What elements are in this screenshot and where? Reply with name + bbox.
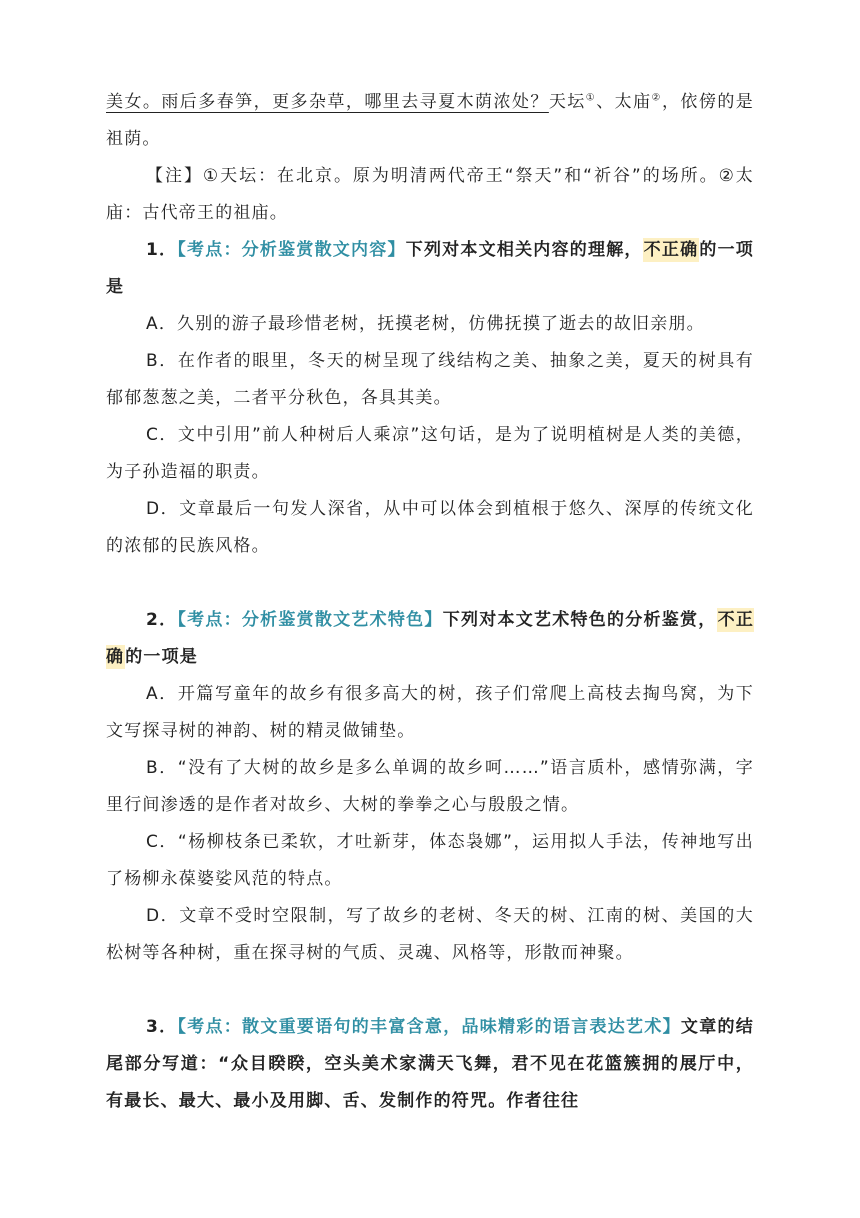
question-3-stem xyxy=(106,1009,754,1120)
q1-option-b: B．在作者的眼里，冬天的树呈现了线结构之美、抽象之美，夏天的树具有郁郁葱葱之美，二者平分秋色，各具其美。 xyxy=(106,351,754,408)
q2-option-c: C．“杨柳枝条已柔软，才吐新芽，体态袅娜”，运用拟人手法，传神地写出了杨柳永葆婆娑风范的特点。 xyxy=(106,832,754,889)
highlight-incorrect: 不正确 xyxy=(643,240,699,260)
question-tail: 的一项是 xyxy=(106,240,754,297)
term-taimiao: 太庙 xyxy=(614,92,652,112)
exam-point-tag: 【考点：散文重要语句的丰富含意，品味精彩的语言表达艺术】 xyxy=(177,1017,681,1037)
q2-option-a: A．开篇写童年的故乡有很多高大的树，孩子们常爬上高枝去掏鸟窝，为下文写探寻树的神韵、树的精灵做铺垫。 xyxy=(106,684,754,741)
underlined-sentence: 美女。雨后多春笋，更多杂草，哪里去寻夏木荫浓处？ xyxy=(106,92,549,112)
footnote: 【注】①天坛：在北京。原为明清两代帝王“祭天”和“祈谷”的场所。②太庙：古代帝王的祖庙。 xyxy=(106,166,754,223)
exam-point-tag: 【考点：分析鉴赏散文艺术特色】 xyxy=(177,610,443,630)
question-number: 2． xyxy=(146,610,178,630)
q1-option-a: A．久别的游子最珍惜老树，抚摸老树，仿佛抚摸了逝去的故旧亲朋。 xyxy=(146,314,705,334)
q1-option-c: C．文中引用”前人种树后人乘凉”这句话，是为了说明植树是人类的美德，为子孙造福的职责。 xyxy=(106,425,754,482)
question-text: 文章的结尾部分写道：“众目睽睽，空头美术家满天飞舞，君不见在花篮簇拥的展厅中，有最长、最大、最小及用脚、舌、发制作的符咒。作者往往 xyxy=(106,1017,754,1111)
question-2-stem xyxy=(106,602,754,676)
q2-option-d: D．文章不受时空限制，写了故乡的老树、冬天的树、江南的树、美国的大松树等各种树，重在探寻树的气质、灵魂、风格等，形散而神聚。 xyxy=(106,906,754,963)
footnote-mark-1: ① xyxy=(585,92,597,104)
q2-option-b: B．“没有了大树的故乡是多么单调的故乡呵……”语言质朴，感情弥满，字里行间渗透的是作者对故乡、大树的拳拳之心与殷殷之情。 xyxy=(106,758,754,815)
passage-ending: ，依傍的是祖荫。 xyxy=(106,92,754,149)
footnote-mark-2: ② xyxy=(651,92,662,104)
question-text: 下列对本文相关内容的理解， xyxy=(405,240,643,260)
q1-option-d: D．文章最后一句发人深省，从中可以体会到植根于悠久、深厚的传统文化的浓郁的民族风格。 xyxy=(106,499,754,556)
separator: 、 xyxy=(596,92,615,112)
highlight-incorrect: 不正确 xyxy=(106,610,755,667)
question-tail: 的一项是 xyxy=(125,647,199,667)
question-text: 下列对本文艺术特色的分析鉴赏， xyxy=(442,610,717,630)
exam-point-tag: 【考点：分析鉴赏散文内容】 xyxy=(177,240,406,260)
passage-tail xyxy=(106,84,754,158)
question-number: 1． xyxy=(146,240,178,260)
term-tiantan: 天坛 xyxy=(548,92,586,112)
question-number: 3． xyxy=(146,1017,178,1037)
question-1-stem xyxy=(106,232,754,306)
